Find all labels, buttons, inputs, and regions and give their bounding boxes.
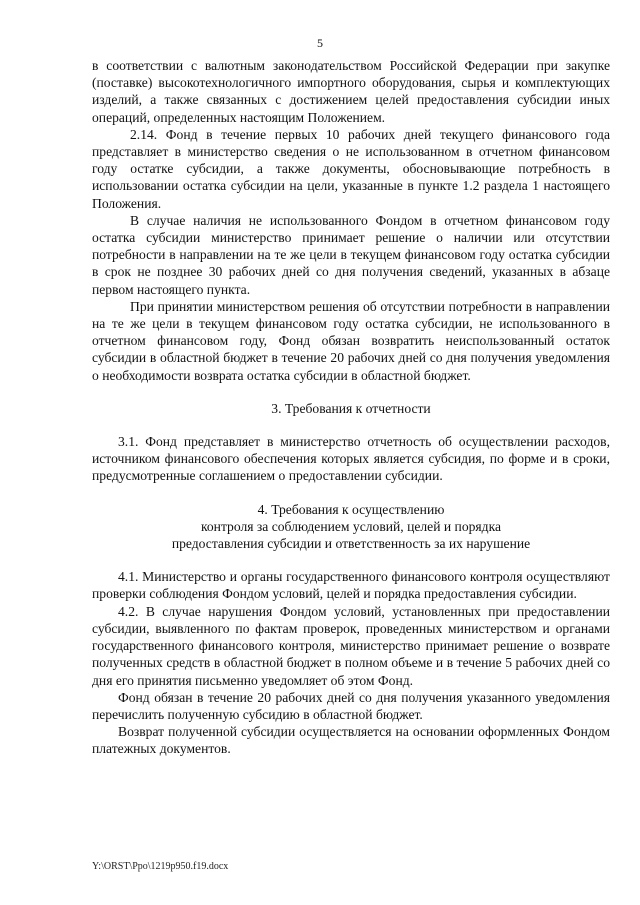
- page-number: 5: [317, 36, 323, 50]
- section-4-heading-line: контроля за соблюдением условий, целей и порядка: [200, 518, 502, 534]
- document-body: [92, 57, 610, 758]
- paragraph-return-balance: При принятии министерством решения об отсутствии потребности в направлении на те же цели в текущем финансовом году остатка субсидии, не использованного в отчетном финансовом году, Фонд обязан возвратить неиспользованный остаток субсидии в областной бюджет в течение 20 рабочих дней со дня получения уведомления о необходимости возврата остатка субсидии в областной бюджет.: [92, 298, 610, 383]
- spacer: [92, 552, 610, 568]
- paragraph-return-obligation: Фонд обязан в течение 20 рабочих дней со дня получения указанного уведомления перечислить полученную субсидию в областной бюджет.: [92, 689, 610, 722]
- paragraph-continuation: в соответствии с валютным законодательством Российской Федерации при закупке (поставке) высокотехнологичного импортного оборудования, сырья и комплектующих изделий, а также связанных с достижением целей предоставления субсидии иных операций, определенных настоящим Положением.: [92, 58, 610, 125]
- paragraph-4-2: 4.2. В случае нарушения Фондом условий, установленных при предоставлении субсидии, выявленного по фактам проверок, проведенных министерством и органами государственного финансового контроля, министерство принимает решение о возврате полученных средств в областной бюджет в полном объеме и в течение 5 рабочих дней со дня его принятия письменно уведомляет об этом Фонд.: [92, 603, 610, 688]
- spacer: [92, 417, 610, 433]
- spacer: [92, 384, 610, 400]
- section-4-heading: [92, 501, 610, 553]
- paragraph-3-1: 3.1. Фонд представляет в министерство отчетность об осуществлении расходов, источником финансового обеспечения которых является субсидия, по форме и в сроки, предусмотренные соглашением о предоставлении субсидии.: [92, 434, 610, 484]
- paragraph-unused-balance: В случае наличия не использованного Фондом в отчетном финансовом году остатка субсидии министерство принимает решение о наличии или отсутствии потребности в направлении на те же цели в текущем финансовом году остатка субсидии в срок не позднее 30 рабочих дней со дня получения сведений, указанных в абзаце первом настоящего пункта.: [92, 212, 610, 297]
- paragraph-4-1: 4.1. Министерство и органы государственного финансового контроля осуществляют проверки соблюдения Фондом условий, целей и порядка предоставления субсидии.: [92, 569, 610, 602]
- section-4-heading-line: 4. Требования к осуществлению: [257, 501, 445, 517]
- file-path-footer: Y:\ORST\Ppo\1219p950.f19.docx: [92, 861, 229, 872]
- section-3-heading: 3. Требования к отчетности: [271, 400, 431, 416]
- paragraph-return-basis: Возврат полученной субсидии осуществляется на основании оформленных Фондом платежных документов.: [92, 724, 610, 757]
- spacer: [92, 485, 610, 501]
- paragraph-2-14: 2.14. Фонд в течение первых 10 рабочих дней текущего финансового года представляет в министерство сведения о не использованном в отчетном финансовом году остатке субсидии, а также документы, обосновывающие потребность в использовании остатка субсидии на цели, указанные в пункте 1.2 раздела 1 настоящего Положения.: [92, 126, 610, 211]
- section-4-heading-line: предоставления субсидии и ответственность за их нарушение: [171, 536, 531, 552]
